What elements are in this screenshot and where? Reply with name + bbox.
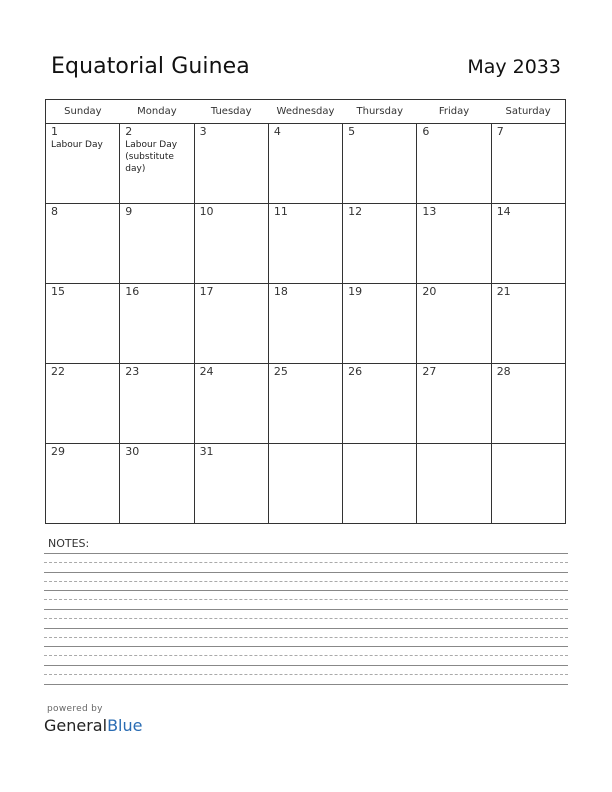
notes-label: NOTES:: [48, 537, 90, 550]
day-number: 10: [199, 205, 214, 218]
brand-general: General: [44, 716, 108, 735]
holiday-label: Labour Day (substitute day): [125, 140, 178, 174]
day-cell: [491, 284, 565, 364]
day-number: 1: [51, 125, 58, 138]
day-cell: [46, 204, 120, 284]
holiday-label: Labour Day: [51, 140, 103, 150]
day-number: 22: [51, 365, 65, 378]
notes-line-dashed: [44, 581, 568, 582]
day-number: 15: [51, 285, 65, 298]
calendar-country-title: Equatorial Guinea: [51, 54, 250, 79]
day-number: 8: [51, 205, 58, 218]
day-number: 19: [348, 285, 363, 298]
day-cell: [268, 204, 342, 284]
day-cell: [491, 124, 565, 204]
day-cell: [268, 284, 342, 364]
day-cell: [46, 444, 120, 524]
day-number: 24: [199, 365, 214, 378]
notes-line-dashed: [44, 599, 568, 600]
day-number: 25: [273, 365, 288, 378]
weekday-header: Thursday: [343, 100, 417, 124]
day-cell: [194, 204, 268, 284]
day-cell: [46, 364, 120, 444]
notes-line: [44, 684, 568, 685]
day-number: 9: [125, 205, 133, 218]
day-cell: [120, 124, 194, 204]
notes-line-dashed: [44, 655, 568, 656]
day-number: 4: [273, 125, 281, 138]
weekday-header: Wednesday: [268, 100, 342, 124]
day-cell: [120, 444, 194, 524]
day-cell: [417, 364, 491, 444]
notes-line: [44, 665, 568, 666]
day-cell: [491, 444, 565, 524]
weekday-header: Friday: [417, 100, 491, 124]
weekday-header: Tuesday: [194, 100, 268, 124]
day-cell: [343, 204, 417, 284]
day-cell: [268, 124, 342, 204]
week-row: [46, 124, 566, 204]
weekday-header: Monday: [120, 100, 194, 124]
day-number: 23: [125, 365, 140, 378]
day-number: 16: [125, 285, 140, 298]
day-cell: [417, 204, 491, 284]
notes-line-dashed: [44, 674, 568, 675]
day-cell: [343, 444, 417, 524]
weekday-header-row: [46, 100, 566, 124]
day-cell: [120, 204, 194, 284]
day-number: 5: [348, 125, 356, 138]
notes-line-dashed: [44, 618, 568, 619]
calendar-month-title: May 2033: [467, 56, 561, 78]
day-cell: [343, 124, 417, 204]
brand-blue: Blue: [107, 716, 143, 735]
day-number: 11: [273, 205, 288, 218]
notes-line: [44, 628, 568, 629]
day-number: 13: [422, 205, 437, 218]
day-cell: [268, 444, 342, 524]
notes-line-dashed: [44, 637, 568, 638]
week-row: [46, 364, 566, 444]
calendar-grid: [45, 99, 566, 524]
day-cell: [491, 364, 565, 444]
day-cell: [417, 284, 491, 364]
notes-line: [44, 646, 568, 647]
day-number: 14: [496, 205, 511, 218]
day-number: 28: [496, 365, 511, 378]
day-cell: [417, 124, 491, 204]
powered-by-label: powered by: [47, 704, 103, 714]
day-number: 26: [348, 365, 363, 378]
day-cell: [46, 284, 120, 364]
notes-line: [44, 609, 568, 610]
day-number: 17: [199, 285, 214, 298]
week-row: [46, 284, 566, 364]
day-number: 20: [422, 285, 437, 298]
day-number: 12: [348, 205, 363, 218]
day-number: 18: [273, 285, 288, 298]
day-number: 7: [496, 125, 504, 138]
day-number: 27: [422, 365, 437, 378]
day-cell: [46, 124, 120, 204]
day-number: 3: [199, 125, 207, 138]
notes-line-dashed: [44, 562, 568, 563]
day-number: 29: [51, 445, 65, 458]
day-cell: [417, 444, 491, 524]
day-cell: [343, 284, 417, 364]
week-row: [46, 444, 566, 524]
day-cell: [268, 364, 342, 444]
day-cell: [120, 364, 194, 444]
weekday-header: Saturday: [491, 100, 565, 124]
day-number: 31: [199, 445, 214, 458]
notes-line: [44, 553, 568, 554]
day-number: 21: [496, 285, 511, 298]
day-number: 6: [422, 125, 430, 138]
week-row: [46, 204, 566, 284]
day-cell: [120, 284, 194, 364]
day-cell: [194, 124, 268, 204]
day-cell: [491, 204, 565, 284]
day-cell: [194, 284, 268, 364]
notes-line: [44, 590, 568, 591]
weekday-header: Sunday: [46, 100, 120, 124]
day-number: 30: [125, 445, 140, 458]
notes-line: [44, 572, 568, 573]
day-number: 2: [125, 125, 133, 138]
generalblue-logo: [44, 716, 142, 735]
day-cell: [343, 364, 417, 444]
day-cell: [194, 364, 268, 444]
day-cell: [194, 444, 268, 524]
